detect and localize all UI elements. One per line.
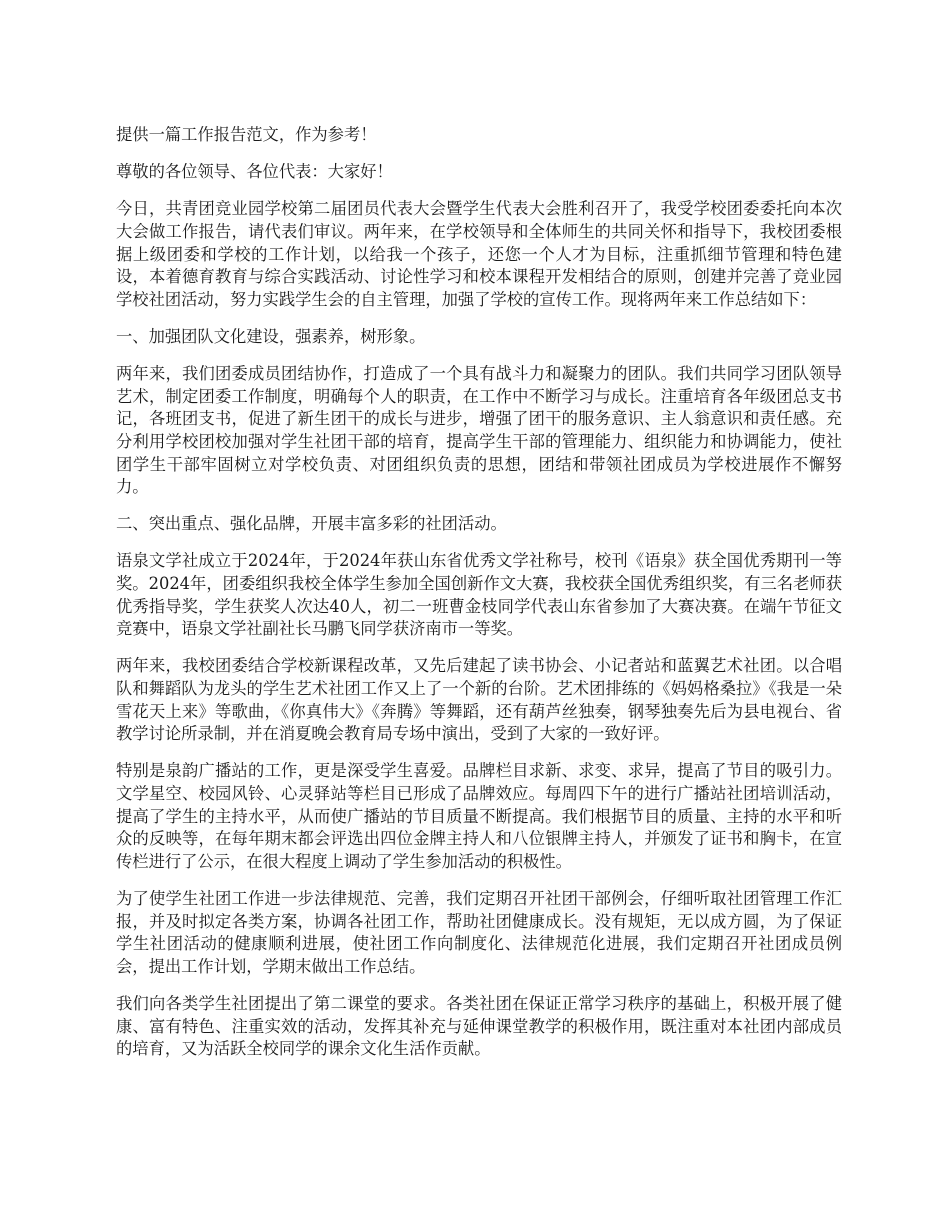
paragraph-art-clubs: 两年来，我校团委结合学校新课程改革，又先后建起了读书协会、小记者站和蓝翼艺术社团。以合唱队和舞蹈队为龙头的学生艺术社团工作又上了一个新的台阶。艺术团排练的《妈妈格桑拉》《我是一朵雪花天上来》等歌曲，《你真伟大》《奔腾》等舞蹈，还有葫芦丝独奏，钢琴独奏先后为县电视台、省教学讨论所录制，并在消夏晚会教育局专场中演出，受到了大家的一致好评。 — [116, 656, 842, 744]
intro-line: 提供一篇工作报告范文，作为参考！ — [116, 125, 377, 144]
paragraph-opening: 今日，共青团竞业园学校第二届团员代表大会暨学生代表大会胜利召开了，我受学校团委委托向本次大会做工作报告，请代表们审议。两年来，在学校领导和全体师生的共同关怀和指导下，我校团委根据上级团委和学校的工作计划，以给我一个孩子，还您一个人才为目标，注重抓细节管理和特色建设，本着德育教育与综合实践活动、讨论性学习和校本课程开发相结合的原则，创建并完善了竞业园学校社团活动，努力实践学生会的自主管理，加强了学校的宣传工作。现将两年来工作总结如下： — [116, 199, 842, 309]
greeting-line: 尊敬的各位领导、各位代表：大家好！ — [116, 162, 393, 182]
section-heading-2: 二、突出重点、强化品牌，开展丰富多彩的社团活动。 — [116, 514, 507, 534]
paragraph-team-building: 两年来，我们团委成员团结协作，打造成了一个具有战斗力和凝聚力的团队。我们共同学习团队领导艺术，制定团委工作制度，明确每个人的职责，在工作中不断学习与成长。注重培育各年级团总支书记，各班团支书，促进了新生团干的成长与进步，增强了团干的服务意识、主人翁意识和责任感。充分利用学校团校加强对学生社团干部的培育，提高学生干部的管理能力、组织能力和协调能力，使社团学生干部牢固树立对学校负责、对团组织负责的思想，团结和带领社团成员为学校进展作不懈努力。 — [116, 364, 842, 497]
paragraph-broadcast-station: 特别是泉韵广播站的工作，更是深受学生喜爱。品牌栏目求新、求变、求异，提高了节目的吸引力。 文学星空、校园风铃、心灵驿站等栏目已形成了品牌效应。每周四下午的进行广播站社团培训活动，提高了学生的主持水平，从而使广播站的节目质量不断提高。我们根据节目的质量、主持的水平和听众的反映等，在每年期末都会评选出四位金牌主持人和八位银牌主持人，并颁发了证书和胸卡，在宣传栏进行了公示，在很大程度上调动了学生参加活动的积极性。 — [116, 761, 842, 871]
paragraph-second-classroom: 我们向各类学生社团提出了第二课堂的要求。各类社团在保证正常学习秩序的基础上，积极开展了健康、富有特色、注重实效的活动，发挥其补充与延伸课堂教学的积极作用，既注重对本社团内部成员的培育，又为活跃全校同学的课余文化生活作贡献。 — [116, 993, 842, 1059]
section-heading-1: 一、加强团队文化建设，强素养，树形象。 — [116, 326, 426, 346]
paragraph-club-management: 为了使学生社团工作进一步法律规范、完善，我们定期召开社团干部例会，仔细听取社团管理工作汇报，并及时拟定各类方案，协调各社团工作，帮助社团健康成长。没有规矩，无以成方圆，为了保证学生社团活动的健康顺利进展，使社团工作向制度化、法律规范化进展，我们定期召开社团成员例会，提出工作计划，学期末做出工作总结。 — [116, 888, 842, 976]
document-body — [116, 124, 842, 1075]
paragraph-literary-society: 语泉文学社成立于2024年，于2024年获山东省优秀文学社称号，校刊《语泉》获全国优秀期刊一等奖。2024年，团委组织我校全体学生参加全国创新作文大赛，我校获全国优秀组织奖，有三名老师获优秀指导奖，学生获奖人次达40人，初二一班曹金枝同学代表山东省参加了大赛决赛。在端午节征文竞赛中，语泉文学社副社长马鹏飞同学获济南市一等奖。 — [116, 551, 842, 639]
